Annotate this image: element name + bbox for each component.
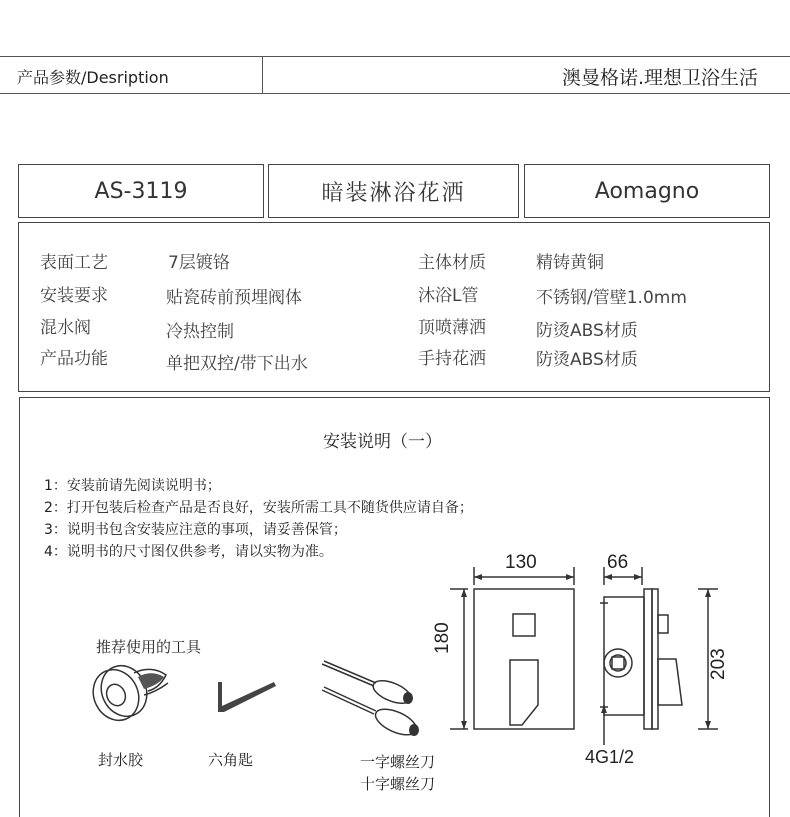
spec-label: 安装要求	[40, 286, 108, 306]
hex-key-icon	[212, 676, 280, 718]
spec-label: 沐浴L管	[418, 286, 479, 306]
instruction-step: 4：说明书的尺寸图仅供参考，请以实物为准。	[44, 544, 333, 560]
brand-cell: Aomagno	[524, 164, 770, 218]
tools-heading: 推荐使用的工具	[96, 638, 202, 656]
spec-label: 手持花洒	[418, 349, 486, 369]
cross-screwdriver-label: 十字螺丝刀	[360, 775, 436, 793]
spec-value: 精铸黄铜	[536, 253, 604, 273]
screwdriver-icon	[316, 658, 428, 744]
dimension-width: 130	[505, 552, 537, 573]
spec-label: 顶喷薄洒	[418, 318, 486, 338]
tape-label: 封水胶	[98, 751, 144, 769]
header-right-slogan: 澳曼格诺.理想卫浴生活	[561, 67, 758, 89]
header-bar	[0, 56, 790, 94]
thread-spec-label: 4G1/2	[585, 747, 635, 767]
spec-value: 单把双控/带下出水	[166, 354, 308, 374]
instruction-step: 2：打开包装后检查产品是否良好，安装所需工具不随货供应请自备；	[44, 500, 473, 516]
front-view-drawing	[438, 555, 588, 735]
dimension-height-front: 180	[432, 622, 453, 654]
spec-value: 贴瓷砖前预埋阀体	[166, 288, 302, 308]
spec-value: 防烫ABS材质	[536, 350, 638, 370]
spec-label: 产品功能	[40, 349, 108, 369]
sealing-tape-icon	[86, 655, 174, 727]
spec-value: 冷热控制	[166, 322, 234, 342]
dimension-height-side: 203	[708, 648, 729, 680]
dimension-depth: 66	[607, 552, 629, 573]
header-divider	[262, 57, 263, 93]
flat-screwdriver-label: 一字螺丝刀	[360, 753, 436, 771]
spec-label: 主体材质	[418, 253, 486, 273]
model-cell: AS-3119	[18, 164, 264, 218]
instruction-step: 1：安装前请先阅读说明书；	[44, 478, 221, 494]
header-left-title: 产品参数/Desription	[17, 68, 169, 87]
instruction-step: 3：说明书包含安装应注意的事项，请妥善保管；	[44, 522, 347, 538]
spec-label: 混水阀	[40, 318, 91, 338]
hex-key-label: 六角匙	[208, 751, 254, 769]
instruction-title: 安装说明（一）	[323, 432, 442, 452]
spec-value: 7层镀铬	[168, 253, 230, 273]
product-name-cell: 暗装淋浴花洒	[268, 164, 519, 218]
spec-value: 防烫ABS材质	[536, 321, 638, 341]
spec-label: 表面工艺	[40, 253, 108, 273]
spec-value: 不锈钢/管壁1.0mm	[536, 288, 687, 308]
